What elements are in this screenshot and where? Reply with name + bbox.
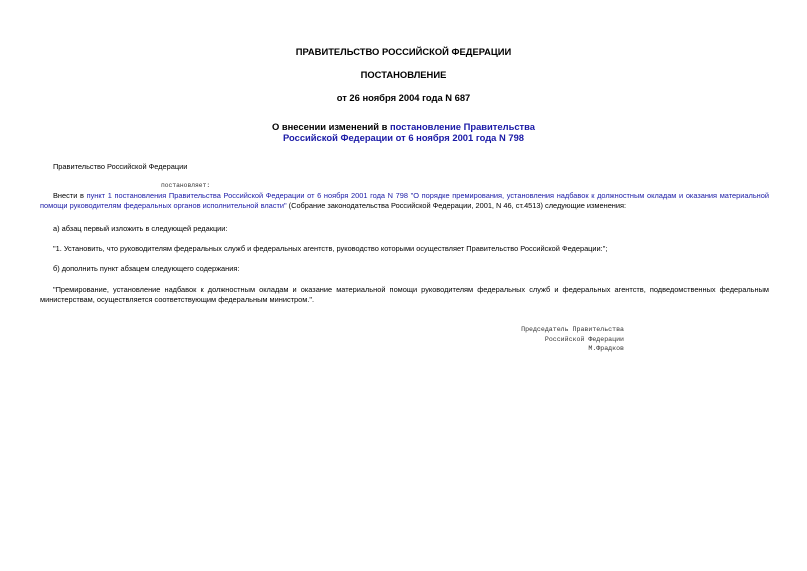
document-title bbox=[0, 121, 807, 143]
decrees-word: постановляет: bbox=[161, 182, 211, 189]
title-link-part-2[interactable]: Российской Федерации от 6 ноября 2001 года N 798 bbox=[282, 132, 524, 143]
signature-position: Председатель Правительства bbox=[521, 326, 624, 333]
intro-paragraph bbox=[40, 191, 769, 211]
intro-suffix: (Собрание законодательства Российской Федерации, 2001, N 46, ст.4513) следующие изменения: bbox=[286, 201, 627, 210]
government-heading: ПРАВИТЕЛЬСТВО РОССИЙСКОЙ ФЕДЕРАЦИИ bbox=[295, 46, 512, 57]
document-date: от 26 ноября 2004 года N 687 bbox=[336, 92, 471, 103]
title-prefix: О внесении изменений в bbox=[271, 121, 390, 132]
quote-1-paragraph: "1. Установить, что руководителям федеральных служб и федеральных агентств, руководство которыми осуществляет Правительство Российской Федерации:"; bbox=[53, 244, 608, 253]
intro-link[interactable]: пункт 1 постановления Правительства Российской Федерации от 6 ноября 2001 года N 798 "О порядке премирования, установления надбавок к должностным окладам и оказания материальной помощи руководителям федеральных органов исполнительной власти" bbox=[40, 191, 769, 210]
signature-name: М.Фрадков bbox=[588, 345, 624, 353]
item-b-paragraph: б) дополнить пункт абзацем следующего содержания: bbox=[53, 264, 240, 273]
item-a-paragraph: а) абзац первый изложить в следующей редакции: bbox=[53, 224, 228, 233]
signature-country: Российской Федерации bbox=[544, 335, 624, 343]
document-type: ПОСТАНОВЛЕНИЕ bbox=[360, 69, 447, 80]
title-link-part-1[interactable]: постановление Правительства bbox=[390, 121, 535, 132]
intro-prefix: Внести в bbox=[53, 191, 87, 200]
issuer-paragraph: Правительство Российской Федерации bbox=[53, 162, 188, 171]
signature-block bbox=[440, 325, 624, 354]
quote-2-paragraph: "Премирование, установление надбавок к должностным окладам и оказание материальной помощи руководителям федеральных служб и федеральных агентств, подведомственных федеральным министерствам, осуществляется соответствующим федеральным министром.". bbox=[40, 285, 769, 304]
